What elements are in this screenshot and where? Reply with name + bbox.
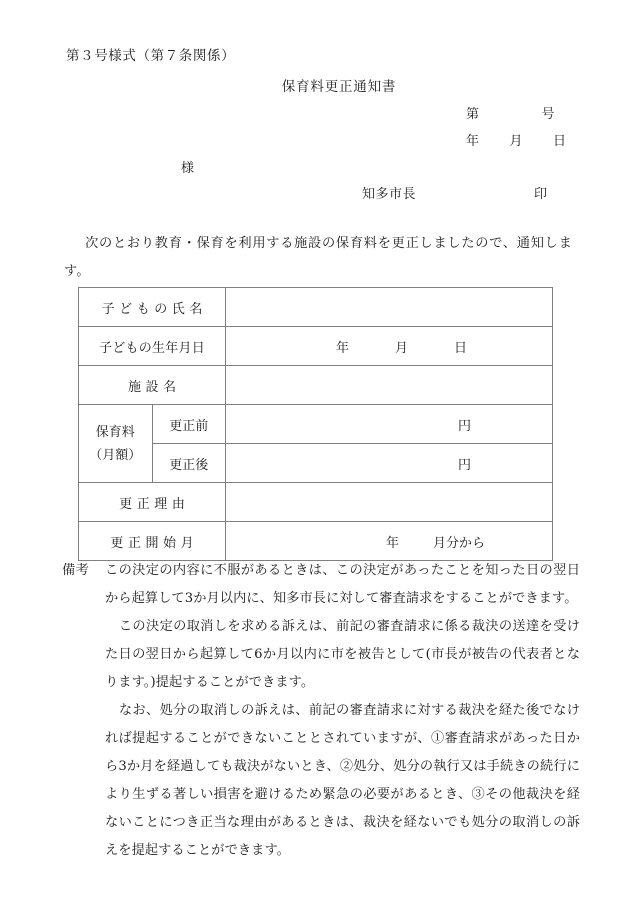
value-child-birthdate[interactable]	[226, 327, 553, 366]
remarks-body	[105, 557, 580, 865]
remarks-paragraph-2: この決定の取消しを求める訴えは、前記の審査請求に係る裁決の送達を受けた日の翌日から起算して6か月以内に市を被告として(市長が被告の代表者となります。)提起することができます。	[105, 619, 580, 690]
value-correction-reason[interactable]	[226, 483, 553, 522]
value-facility-name[interactable]	[226, 366, 553, 405]
table-row-child-name	[79, 288, 553, 327]
fee-label-main: 保育料	[95, 424, 135, 440]
table-row-correction-start-month	[79, 522, 553, 561]
label-correction-start-month: 更正開始月	[79, 522, 226, 561]
issuer-line	[362, 183, 548, 202]
sublabel-after-correction: 更正後	[152, 444, 226, 483]
table-row-fee-before	[79, 405, 553, 444]
fee-before-unit: 円	[458, 418, 472, 434]
value-correction-start-month[interactable]	[226, 522, 553, 561]
label-child-birthdate: 子どもの生年月日	[79, 327, 226, 366]
label-facility-name: 施設名	[79, 366, 226, 405]
remarks-label: 備考	[62, 563, 90, 578]
table-row-facility-name	[79, 366, 553, 405]
date-month-label: 月	[509, 134, 524, 149]
lead-paragraph: 次のとおり教育・保育を利用する施設の保育料を更正しましたので、通知します。	[64, 236, 572, 279]
label-child-name: 子どもの氏名	[79, 288, 226, 327]
date-day-label: 日	[553, 134, 567, 149]
label-childcare-fee	[79, 405, 153, 483]
table-row-correction-reason	[79, 483, 553, 522]
correction-details-table	[78, 287, 553, 561]
number-prefix: 第	[466, 107, 480, 122]
value-fee-after[interactable]	[226, 444, 553, 483]
number-suffix: 号	[541, 107, 556, 122]
birthdate-year-label: 年	[336, 340, 350, 356]
issuer-seal-mark: 印	[534, 187, 548, 202]
value-child-name[interactable]	[226, 288, 553, 327]
table-row-child-birthdate	[79, 327, 553, 366]
remarks-paragraph-3: なお、処分の取消しの訴えは、前記の審査請求に対する裁決を経た後でなければ提起することができないこととされていますが、①審査請求があった日から3か月を経過しても裁決がないとき、②処分、処分の執行又は手続きの続行により生ずる著しい損害を避けるため緊急の必要があるとき、③その他裁決を経ないことにつき正当な理由があるときは、裁決を経ないでも処分の取消しの訴えを提起することができます。	[105, 703, 580, 858]
issuer-name: 知多市長	[362, 187, 417, 202]
document-number-line	[466, 103, 555, 122]
document-title-text: 保育料更正通知書	[281, 79, 397, 95]
fee-label-sub: （月額）	[89, 447, 142, 463]
sublabel-before-correction: 更正前	[152, 405, 226, 444]
addressee-honorific: 様	[181, 161, 195, 176]
start-month-year-label: 年	[386, 535, 400, 551]
start-month-from-label: 月分から	[433, 535, 486, 551]
birthdate-month-label: 月	[395, 340, 409, 356]
form-number: 第３号様式（第７条関係）	[66, 48, 236, 64]
date-year-label: 年	[466, 134, 480, 149]
remarks-section	[62, 557, 580, 865]
document-date-line	[466, 130, 567, 149]
document-title	[0, 75, 630, 95]
fee-after-unit: 円	[458, 457, 472, 473]
value-fee-before[interactable]	[226, 405, 553, 444]
birthdate-day-label: 日	[454, 340, 468, 356]
label-correction-reason: 更正理由	[79, 483, 226, 522]
remarks-paragraph-1: この決定の内容に不服があるときは、この決定があったことを知った日の翌日から起算して3か月以内に、知多市長に対して審査請求をすることができます。	[105, 563, 580, 606]
